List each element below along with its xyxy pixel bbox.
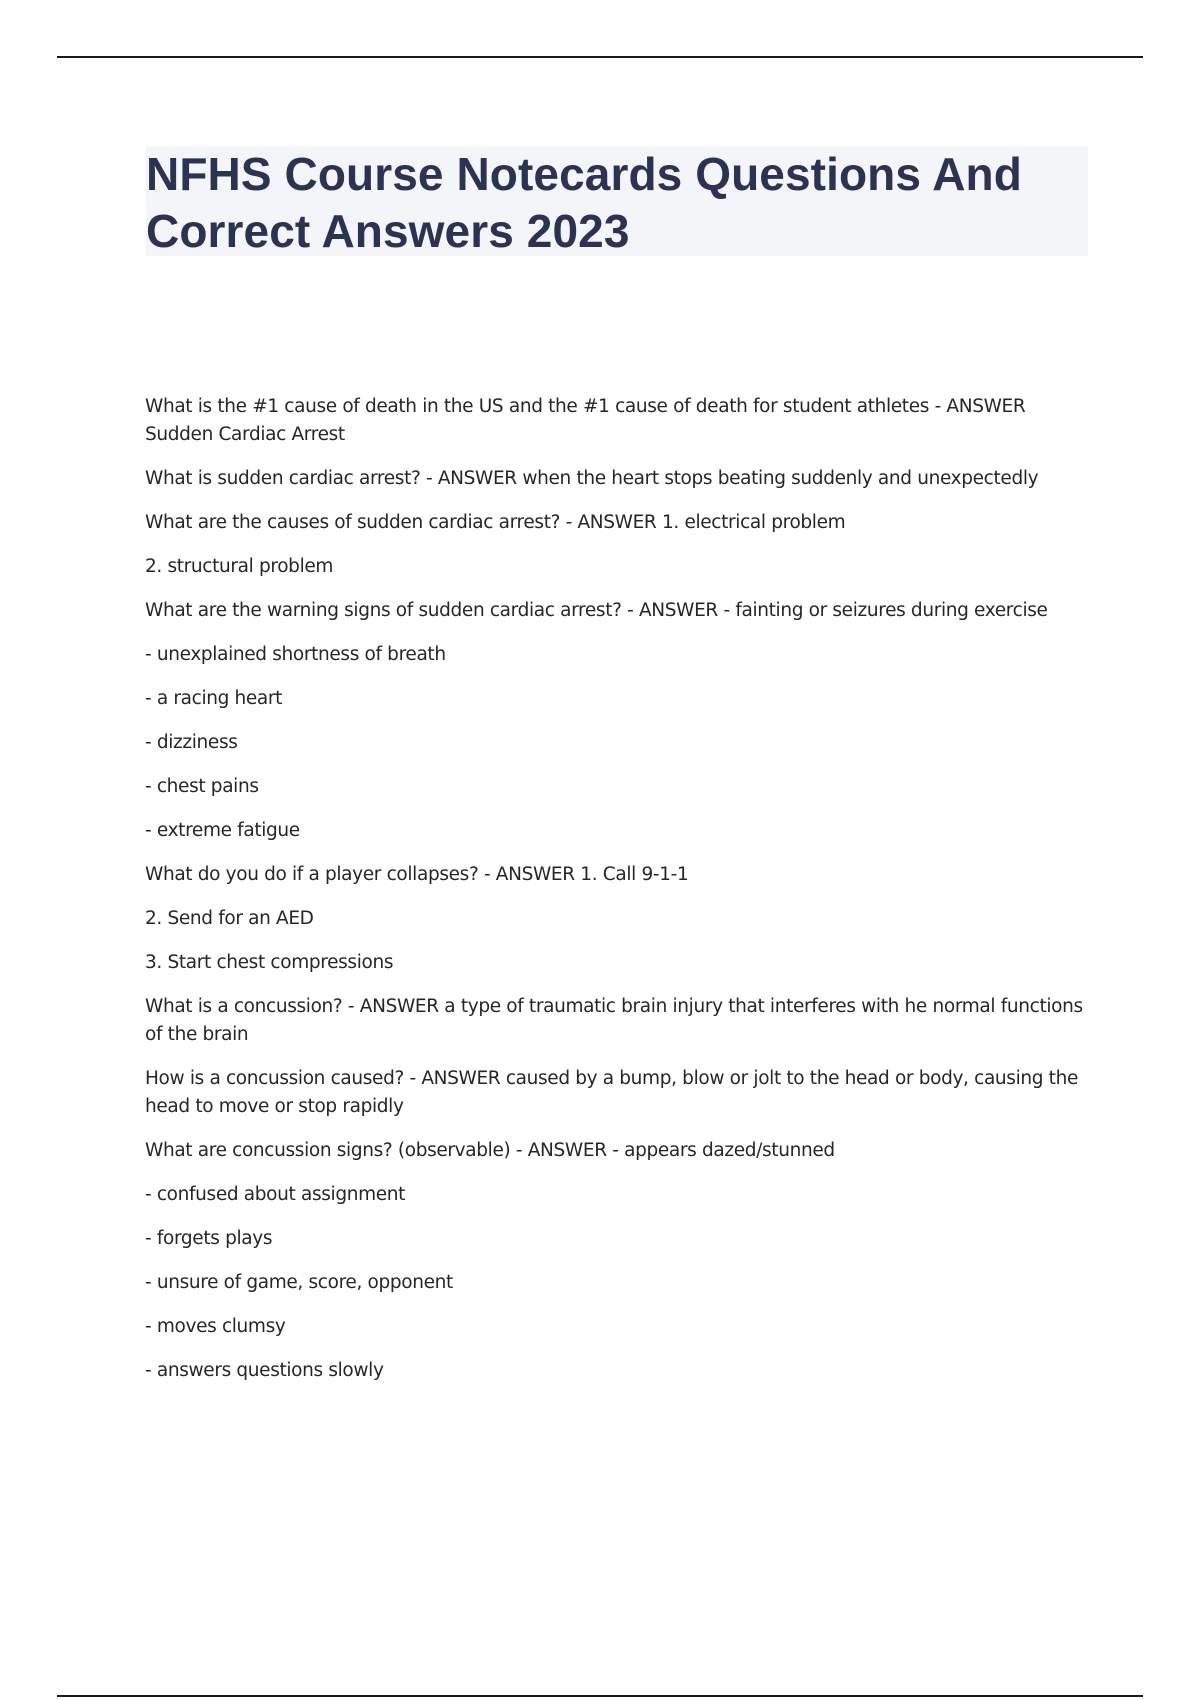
text-line: - dizziness [145,732,238,753]
text-line: 2. structural problem [145,556,334,577]
text-line: What are the warning signs of sudden cardiac arrest? - ANSWER - fainting or seizures during exercise [145,600,1048,621]
bottom-divider [57,1695,1143,1697]
text-line: - unexplained shortness of breath [145,644,446,665]
text-line: What is a concussion? - ANSWER a type of traumatic brain injury that interferes with he normal functions of the brain [145,996,1083,1045]
text-line: 2. Send for an AED [145,908,314,929]
text-line: What are the causes of sudden cardiac arrest? - ANSWER 1. electrical problem [145,512,846,533]
text-line: - chest pains [145,776,259,797]
text-line: What are concussion signs? (observable) - ANSWER - appears dazed/stunned [145,1140,835,1161]
text-line: - unsure of game, score, opponent [145,1272,453,1293]
text-line: - answers questions slowly [145,1360,384,1381]
text-line: How is a concussion caused? - ANSWER caused by a bump, blow or jolt to the head or body, causing the head to move or stop rapidly [145,1068,1078,1117]
text-line: What do you do if a player collapses? - ANSWER 1. Call 9-1-1 [145,864,689,885]
text-line: What is the #1 cause of death in the US and the #1 cause of death for student athletes - ANSWER Sudden Cardiac Arrest [145,396,1026,445]
text-line: What is sudden cardiac arrest? - ANSWER when the heart stops beating suddenly and unexpectedly [145,468,1039,489]
top-divider [57,56,1143,58]
text-line: 3. Start chest compressions [145,952,394,973]
document-title: NFHS Course Notecards Questions And Correct Answers 2023 [146,148,1022,257]
text-line: - moves clumsy [145,1316,286,1337]
text-line: - a racing heart [145,688,283,709]
title-banner [146,146,1088,256]
text-line: - extreme fatigue [145,820,300,841]
text-line: - forgets plays [145,1228,273,1249]
notecard-list [145,393,1090,1401]
text-line: - confused about assignment [145,1184,406,1205]
